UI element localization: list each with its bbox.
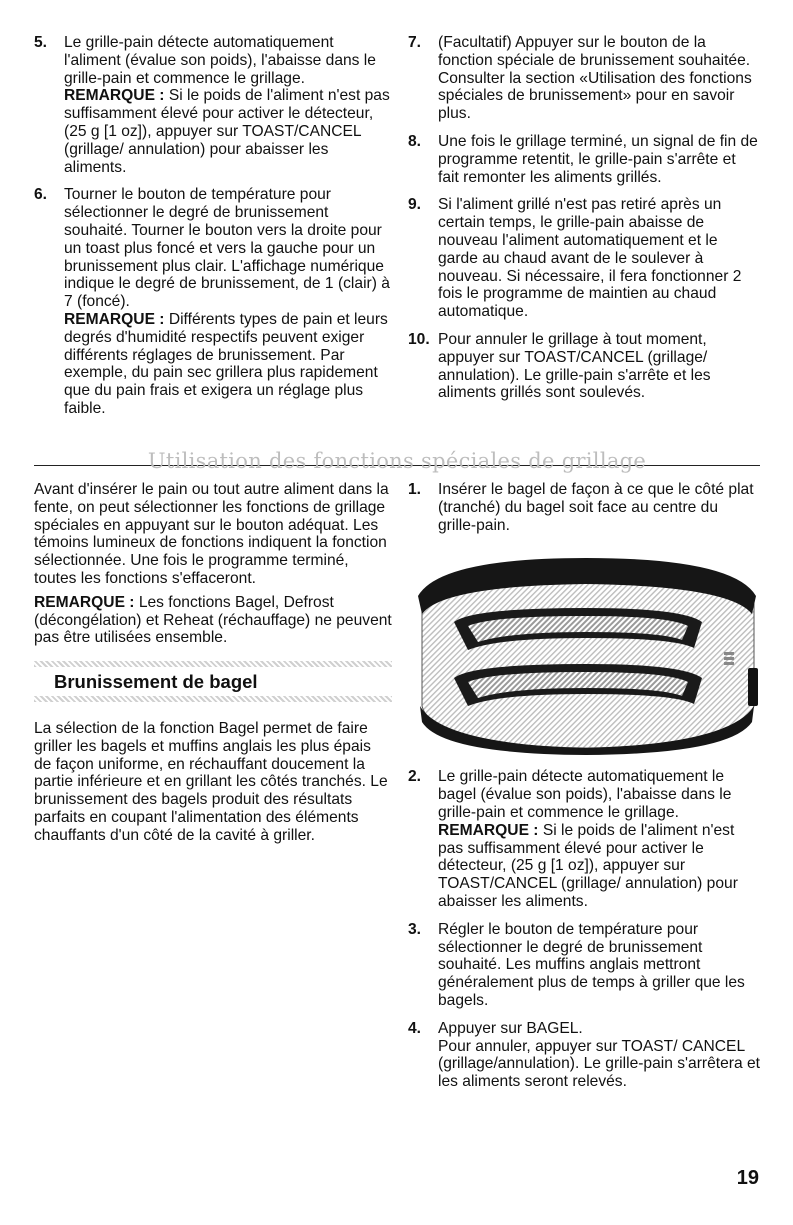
step-5 bbox=[34, 34, 392, 176]
step-subtext: Pour annuler, appuyer sur TOAST/ CANCEL (grillage/annulation). Le grille-pain s'arrêtera et les aliments seront relevés. bbox=[438, 1037, 760, 1091]
section-title: Utilisation des fonctions spéciales de grillage bbox=[147, 449, 647, 473]
step-text: Une fois le grillage terminé, un signal de fin de programme retentit, le grille-pain s'arrête et fait remonter les aliments grillés. bbox=[438, 132, 758, 186]
step-number: 7. bbox=[408, 34, 422, 51]
step-number: 6. bbox=[34, 186, 48, 204]
remark bbox=[64, 87, 392, 176]
step-number: 5. bbox=[34, 34, 48, 51]
top-left-column bbox=[34, 34, 392, 428]
remark bbox=[64, 311, 392, 418]
step-number: 2. bbox=[408, 768, 422, 786]
step-text: (Facultatif) Appuyer sur le bouton de la fonction spéciale de brunissement souhaitée. Consulter la section «Utilisation des fonctions spéciales de brunissement» pour en savoir plus. bbox=[438, 34, 752, 123]
remark-text: Si le poids de l'aliment n'est pas suffisamment élevé pour activer le détecteur, (25 g [1 oz]), appuyer sur TOAST/CANCEL (grillage/ annulation) pour abaisser les aliments. bbox=[64, 87, 390, 176]
step-text: Pour annuler le grillage à tout moment, appuyer sur TOAST/CANCEL (grillage/ annulation). Le grille-pain s'arrête et les aliments grillés sont soulevés. bbox=[438, 330, 711, 402]
step-8 bbox=[408, 133, 760, 186]
step-6 bbox=[34, 186, 392, 417]
toaster-illustration bbox=[412, 556, 760, 756]
step-text: Insérer le bagel de façon à ce que le côté plat (tranché) du bagel soit face au centre du grille-pain. bbox=[438, 481, 754, 534]
step-text: Tourner le bouton de température pour sélectionner le degré de brunissement souhaité. Tourner le bouton vers la droite pour un toast plus foncé et vers la gauche pour un brunissement plus clair. L'affichage numérique indique le degré de brunissement, de 1 (clair) à 7 (foncé). bbox=[64, 186, 390, 311]
remark-text: Si le poids de l'aliment n'est pas suffisamment élevé pour activer le détecteur, (25 g [1 oz]), appuyer sur TOAST/CANCEL (grillage/ annulation) pour abaisser les aliments. bbox=[438, 821, 738, 910]
step-number: 10. bbox=[408, 330, 430, 348]
subheading-block bbox=[34, 661, 392, 702]
remark-text: Différents types de pain et leurs degrés d'humidité respectifs peuvent exiger différents réglages de brunissement. Par exemple, du pain sec grillera plus rapidement que du pain frais et exigera un réglage plus faible. bbox=[64, 310, 388, 417]
intro-paragraph: Avant d'insérer le pain ou tout autre aliment dans la fente, on peut sélectionner les fonctions de grillage spéciales en appuyant sur le bouton adéquat. Les témoins lumineux de fonctions indiquent la fonction sélectionnée. Une fois le programme terminé, toutes les fonctions s'effaceront. bbox=[34, 481, 389, 587]
step-10 bbox=[408, 331, 760, 402]
step-text: Régler le bouton de température pour sélectionner le degré de brunissement souhaité. Les muffins anglais mettront généralement plus de temps à griller que les bagels. bbox=[438, 920, 745, 1009]
hatched-bar-bottom bbox=[34, 696, 392, 702]
step-number: 9. bbox=[408, 196, 422, 214]
step-4 bbox=[408, 1020, 760, 1091]
remark-label: REMARQUE : bbox=[438, 821, 539, 839]
step-number: 8. bbox=[408, 132, 422, 150]
bottom-right-column bbox=[408, 481, 760, 1101]
step-1 bbox=[408, 481, 760, 534]
top-right-column bbox=[408, 34, 760, 412]
remark-text: Les fonctions Bagel, Defrost (décongélation) et Reheat (réchauffage) ne peuvent pas être utilisées ensemble. bbox=[34, 593, 392, 647]
page-number: 19 bbox=[736, 1167, 759, 1189]
step-text: Si l'aliment grillé n'est pas retiré après un certain temps, le grille-pain abaisse de nouveau l'aliment automatiquement et le garde au chaud avant de le soulever à nouveau. Si nécessaire, il fera fonctionner 2 fois le programme de maintien au chaud automatique. bbox=[438, 196, 742, 321]
bottom-left-column bbox=[34, 481, 392, 851]
step-text: Le grille-pain détecte automatiquement l'aliment (évalue son poids), l'abaisse dans le grille-pain et commence le grillage. bbox=[64, 34, 376, 87]
step-text: Le grille-pain détecte automatiquement le bagel (évalue son poids), l'abaisse dans le grille-pain et commence le grillage. bbox=[438, 768, 732, 821]
step-2 bbox=[408, 768, 760, 910]
bagel-paragraph: La sélection de la fonction Bagel permet de faire griller les bagels et muffins anglais les plus épais de façon uniforme, en réchauffant doucement la partie inférieure et en grillant les côtés tranchés. Le brunissement des bagels produit des résultats parfaits en coupant l'alimentation des éléments chauffants d'un côté de la cavité à griller. bbox=[34, 719, 388, 844]
remark bbox=[438, 822, 760, 911]
remark-label: REMARQUE : bbox=[64, 310, 165, 328]
step-number: 3. bbox=[408, 920, 422, 938]
remark-label: REMARQUE : bbox=[34, 593, 135, 611]
step-number: 4. bbox=[408, 1019, 422, 1037]
step-7 bbox=[408, 34, 760, 123]
step-3 bbox=[408, 921, 760, 1010]
step-text: Appuyer sur BAGEL. bbox=[438, 1019, 583, 1037]
subheading: Brunissement de bagel bbox=[54, 671, 258, 693]
step-9 bbox=[408, 196, 760, 321]
remark bbox=[34, 594, 392, 647]
toaster-top-view-icon bbox=[412, 556, 760, 756]
step-number: 1. bbox=[408, 481, 422, 498]
remark-label: REMARQUE : bbox=[64, 87, 165, 105]
